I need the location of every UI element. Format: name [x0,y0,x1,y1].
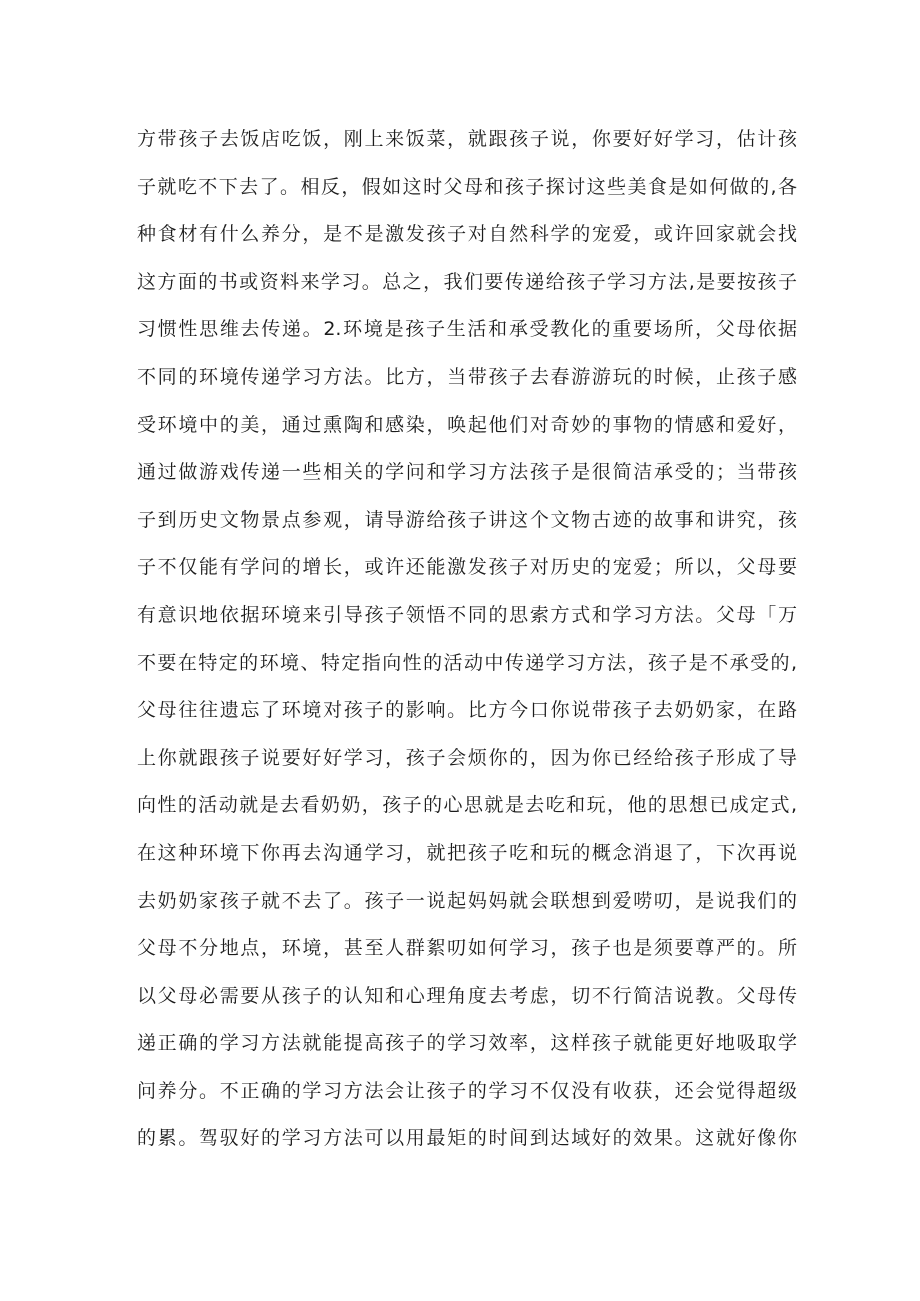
text-line: 子到历史文物景点参观，请导游给孩子讲这个文物古迹的故事和讲究，孩 [137,508,797,531]
text-line: 以父母必需要从孩子的认知和心理角度去考虑，切不行简洁说教。父母传 [137,984,797,1007]
text-line: 上你就跟孩子说要好好学习，孩子会烦你的，因为你已经给孩子形成了导 [137,746,797,769]
text-line: 父母往往遗忘了环境对孩子的影响。比方今口你说带孩子去奶奶家，在路 [137,699,797,722]
text-line: 问养分。不正确的学习方法会让孩子的学习不仅没有收获，还会觉得超级 [137,1079,797,1102]
text-line: 去奶奶家孩子就不去了。孩子一说起妈妈就会联想到爱唠叨，是说我们的 [137,889,797,912]
text-line: 种食材有什么养分，是不是激发孩子对自然科学的宠爱，或许回家就会找 [137,223,797,246]
text-line: 的累。驾驭好的学习方法可以用最矩的时间到达域好的效果。这就好像你 [137,1127,797,1150]
body-paragraph [137,116,797,1163]
text-line: 不要在特定的环境、特定指向性的活动中传递学习方法，孩子是不承受的, [137,651,797,674]
text-line: 在这种环境下你再去沟通学习，就把孩子吃和玩的概念消退了，下次再说 [137,841,797,864]
text-line: 有意识地依据环境来引导孩子领悟不同的思索方式和学习方法。父母「万 [137,603,797,626]
text-line: 父母不分地点，环境，甚至人群絮叨如何学习，孩子也是须要尊严的。所 [137,937,797,960]
text-line: 向性的活动就是去看奶奶，孩子的心思就是去吃和玩，他的思想已成定式, [137,794,797,817]
text-line: 递正确的学习方法就能提高孩子的学习效率，这样孩子就能更好地吸取学 [137,1032,797,1055]
text-line: 习惯性思维去传递。2.环境是孩子生活和承受教化的重要场所，父母依据 [137,318,797,341]
text-line: 方带孩子去饭店吃饭，刚上来饭菜，就跟孩子说，你要好好学习，估计孩 [137,128,797,150]
text-line: 子就吃不下去了。相反，假如这时父母和孩子探讨这些美食是如何做的,各 [137,175,797,198]
text-line: 子不仅能有学问的增长，或许还能激发孩子对历史的宠爱；所以，父母要 [137,556,797,579]
text-line: 不同的环境传递学习方法。比方，当带孩子去春游游玩的时候，止孩子感 [137,365,797,388]
text-line: 这方面的书或资料来学习。总之，我们要传递给孩子学习方法,是要按孩子 [137,270,797,293]
text-line: 通过做游戏传递一些相关的学问和学习方法孩子是很简洁承受的；当带孩 [137,461,797,484]
text-line: 受环境中的美，通过熏陶和感染，唤起他们对奇妙的事物的情感和爱好， [137,413,797,436]
